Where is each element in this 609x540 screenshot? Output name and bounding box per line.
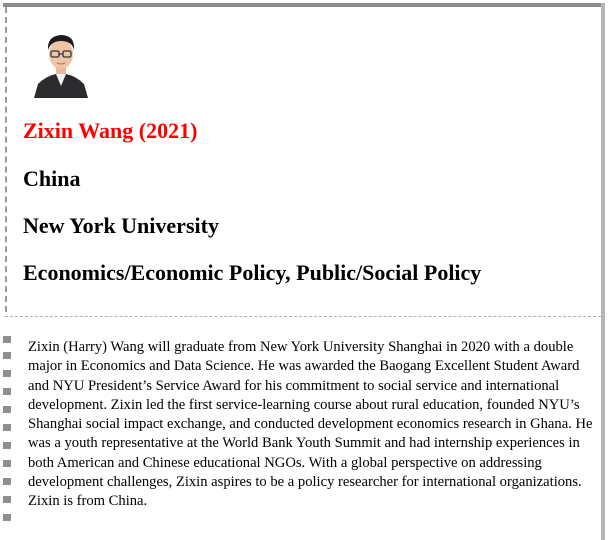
profile-name: Zixin Wang (2021) xyxy=(23,118,198,143)
margin-mark xyxy=(3,460,11,467)
profile-bio: Zixin (Harry) Wang will graduate from New York University Shanghai in 2020 with a double major in Economics and Data Science. He was awarded the Baogang Excellent Student Award and NYU President’s Service Award for his commitment to social service and international development. Zixin led the first service-learning course about rural education, founded NYU’s Shanghai social impact exchange, and conducted development economics research in Ghana. He was a youth representative at the World Bank Youth Summit and had internship experiences in both American and Chinese educational NGOs. With a global perspective on addressing development challenges, Zixin aspires to be a policy researcher for international organizations. Zixin is from China. xyxy=(28,339,593,510)
page-frame-left xyxy=(5,7,7,312)
margin-mark xyxy=(3,442,11,449)
profile-photo-icon xyxy=(32,26,90,98)
profile-university: New York University xyxy=(23,213,219,238)
page-frame-top xyxy=(3,3,604,7)
margin-mark xyxy=(3,514,11,521)
margin-mark xyxy=(3,478,11,485)
profile-country: China xyxy=(23,166,81,191)
margin-mark xyxy=(3,388,11,395)
margin-mark xyxy=(3,424,11,431)
margin-mark xyxy=(3,336,11,343)
section-divider xyxy=(5,316,601,317)
margin-mark xyxy=(3,496,11,503)
avatar xyxy=(32,26,90,98)
profile-fields: Economics/Economic Policy, Public/Social Policy xyxy=(23,260,482,285)
bio-margin-marks xyxy=(3,336,12,531)
margin-mark xyxy=(3,406,11,413)
margin-mark xyxy=(3,370,11,377)
margin-mark xyxy=(3,352,11,359)
